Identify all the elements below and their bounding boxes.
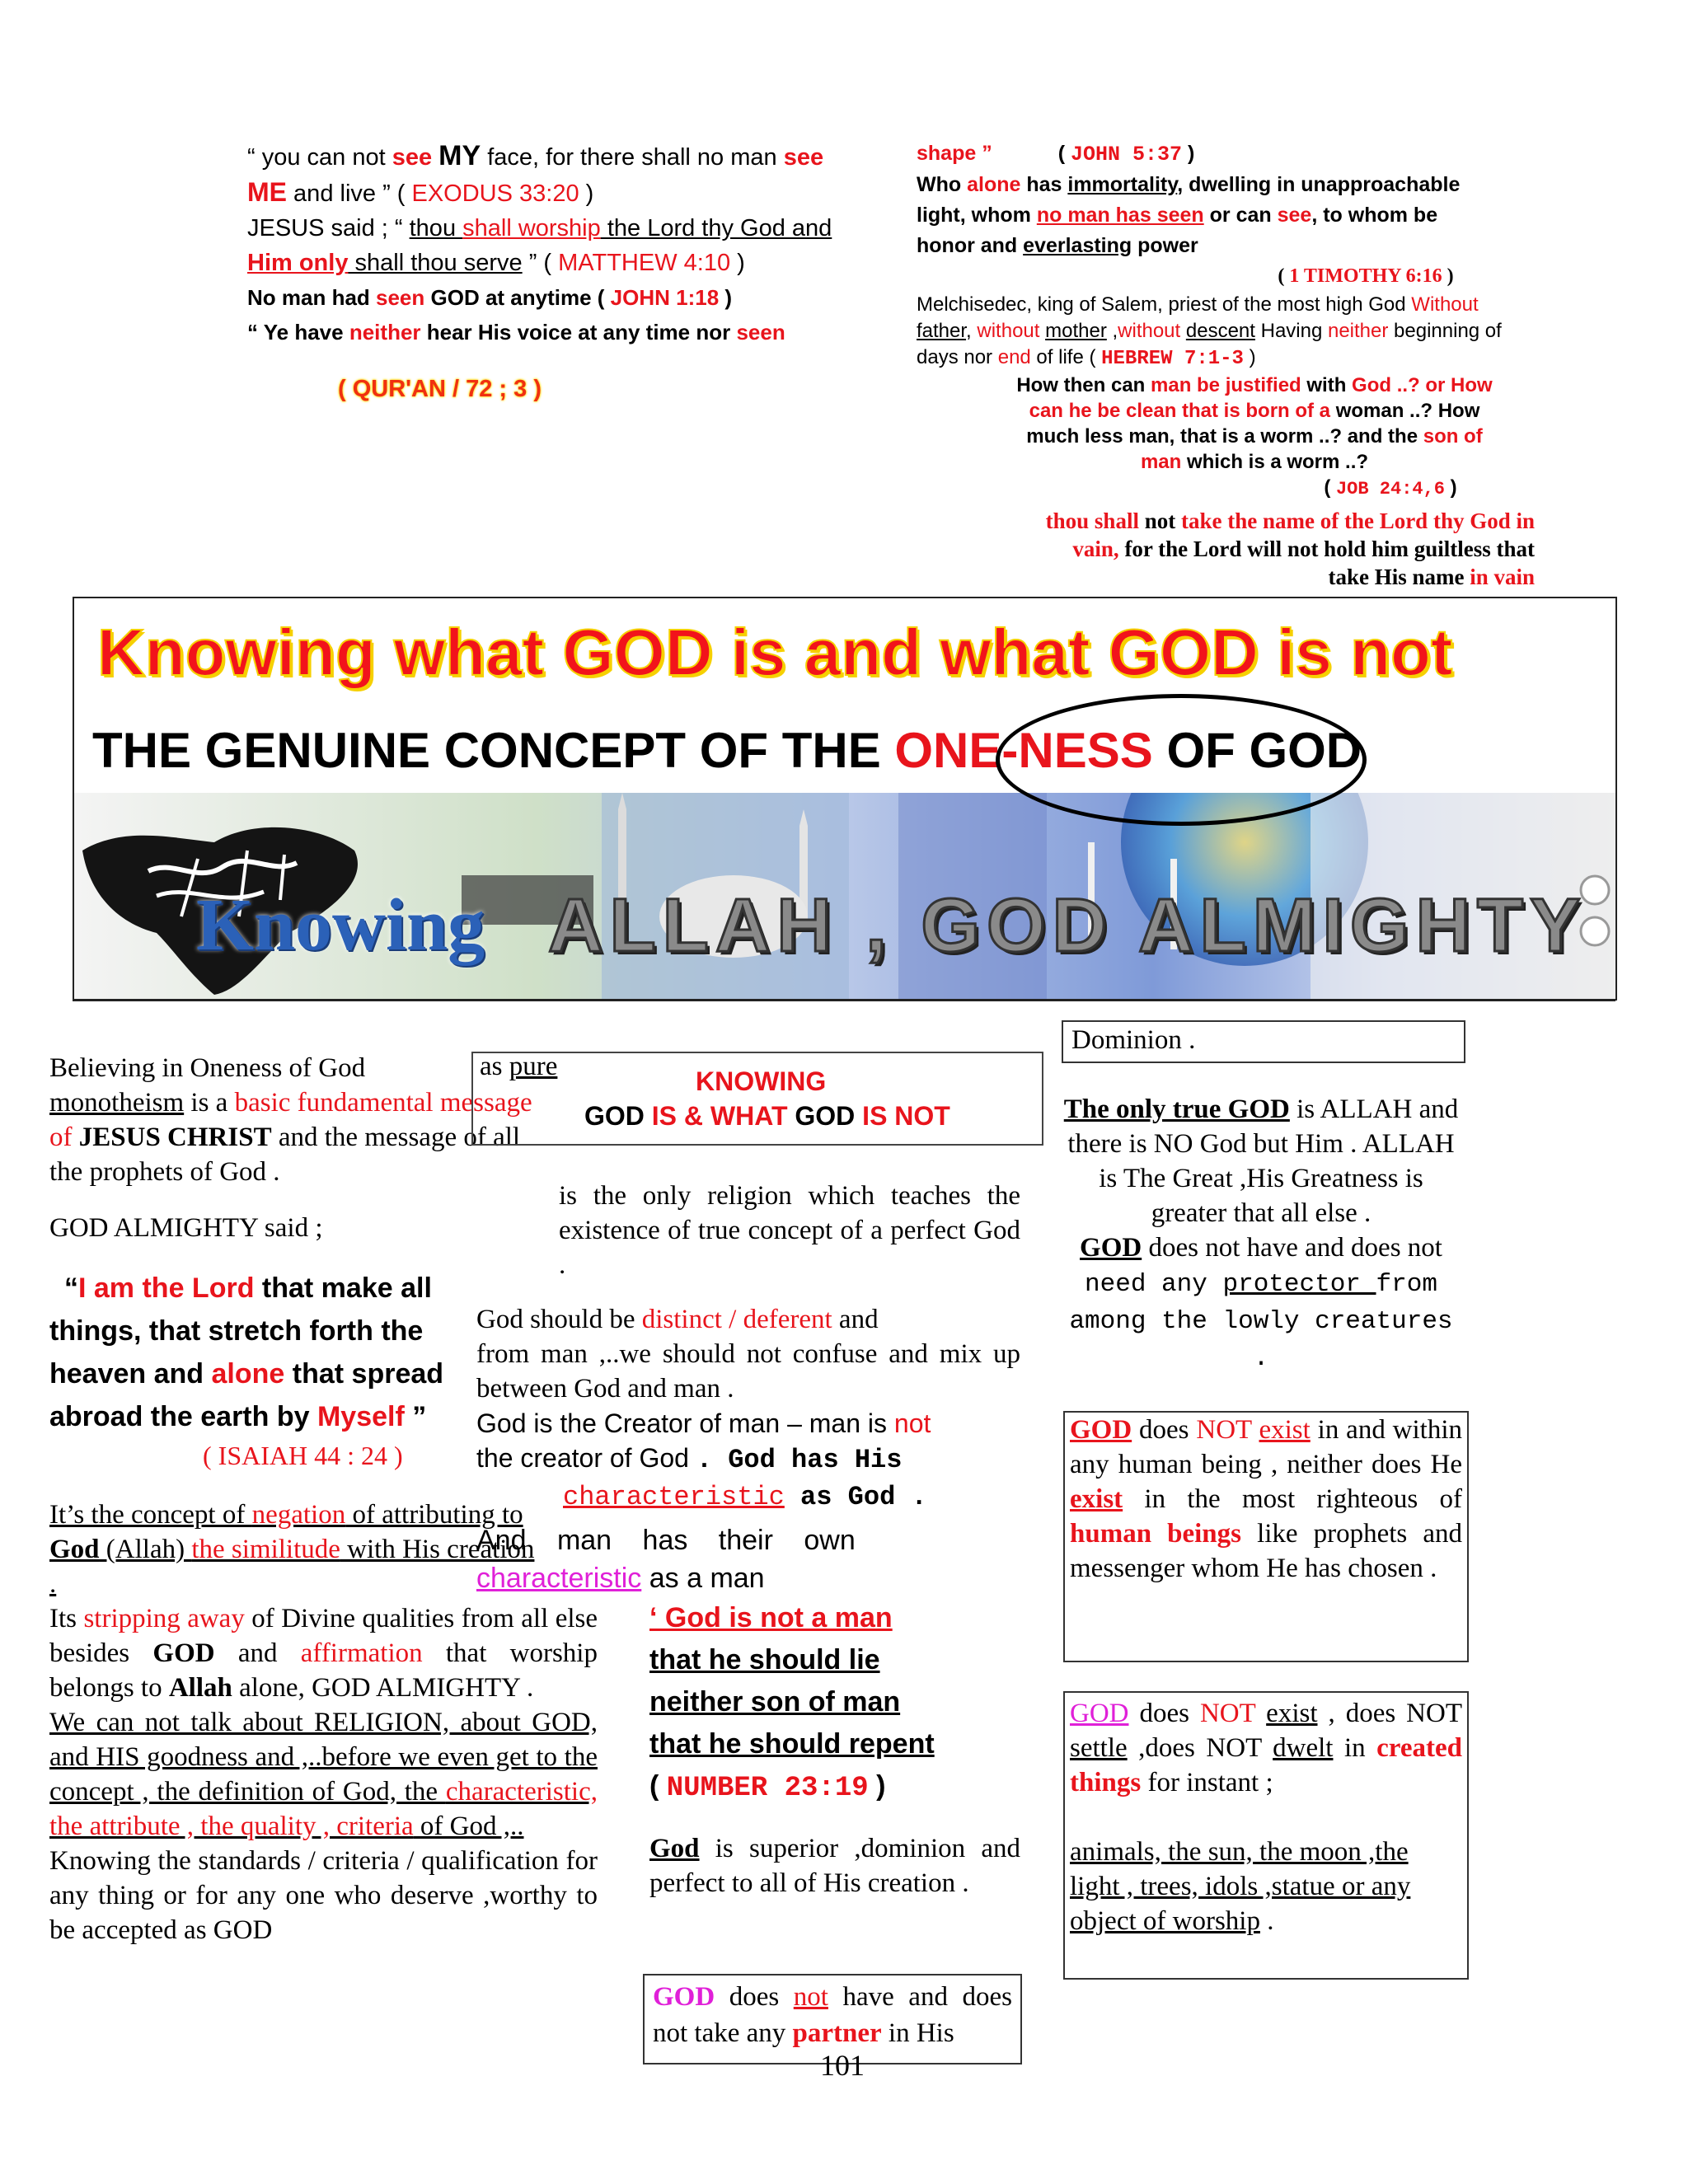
quran-reference: ( QUR'AN / 72 ; 3 ) [338,376,542,402]
paragraph-stripping: Its stripping away of Divine qualities from all else besides GOD and affirmation that worship belongs to Allah alone, GOD ALMIGHTY . [49,1604,598,1703]
banner-knowing-text: Knowing [196,884,485,966]
not-exist-box: GOD does NOT exist in and within any human being , neither does He exist in the most righteous of human beings like prophets and messenger whom He has chosen . [1063,1411,1469,1662]
paragraph-standards: Knowing the standards / criteria / qualification for any thing or for any one who deserve ,worthy to be accepted as GOD [49,1846,598,1945]
banner-title: Knowing what GOD is and what GOD is not [97,616,1453,689]
quote-isaiah: “I am the Lord that make all things, that stretch forth the heaven and alone that spread abroad the earth by Myself ” [49,1272,444,1432]
paragraph-man: And man has their own characteristic as a man [476,1525,856,1594]
middle-column: is the only religion which teaches the existence of true concept of a perfect God . God should be distinct / deferent and from man ,..we should not confuse and mix up between God and man . God is the Creator of man – man is not the creator of God . God has His characteristic as God . And man has their own characteristic as a man ‘ God is not a man that he should lie neither son of man that he should repent ( NUMBER 23:19 ) God is superior ,dominion and perfect to all of His creation . [476,1179,1020,1900]
quote-job: How then can man be justified with God ..? or How can he be clean that is born of a woman ..? How much less man, that is a worm ..? and the son of man which is a worm ..? ( JOB 24:4,6 ) [1016,374,1493,499]
right-column [1063,1092,1459,1376]
quote-matthew-4: JESUS said ; “ thou shall worship the Lord thy God and [247,215,832,241]
paragraph-creator: God is the Creator of man – man is not the creator of God . God has His characteristic as God . [476,1408,931,1512]
page-number: 101 [820,2049,865,2082]
not-settle-box: GOD does NOT exist , does NOT settle ,does NOT dwelt in created things for instant ; animals, the sun, the moon ,the light , trees, idols ,statue or any object of worship . [1063,1691,1469,1980]
paragraph-religion: We can not talk about RELIGION, about GOD, and HIS goodness and ,..before we even get to the concept , the definition of God, the characteristic, the attribute , the quality , criteria of God ,.. [49,1708,598,1841]
quote-timothy: Who alone has immortality, dwelling in unapproachable [917,173,1461,196]
partner-box: GOD does not have and does not take any partner in His [643,1974,1022,2064]
quote-john-1: No man had seen GOD at anytime ( JOHN 1:18 ) [247,285,733,310]
banner-subtitle: THE GENUINE CONCEPT OF THE ONE-NESS OF GOD [92,723,1362,778]
paragraph-distinct: God should be distinct / deferent and from man ,..we should not confuse and mix up between God and man . [476,1305,1020,1404]
paragraph-negation: It’s the concept of negation of attributing to God (Allah) the similitude with His creation . [49,1500,535,1599]
paragraph-true-god: The only true GOD is ALLAH and there is NO God but Him . ALLAH is The Great ,His Greatness is greater that all else . [1063,1094,1459,1228]
left-column: Believing in Oneness of God monotheism is a basic fundamental message of JESUS CHRIST and the message of all the prophets of God . GOD ALMIGHTY said ; “I am the Lord that make all things, that stretch forth the heaven and alone that spread abroad the earth by Myself ” ( ISAIAH 44 : 24 ) It’s the concept of negation of attributing to God (Allah) the similitude with His creation . Its stripping away of Divine qualities from all else besides GOD and affirmation that worship belongs to Allah alone, GOD ALMIGHTY . We can not talk about RELIGION, about GOD, and HIS goodness and ,..before we even get to the concept , the definition of God, the characteristic, the attribute , the quality , criteria of God ,.. Knowing the standards / criteria / qualification for any thing or for any one who deserve ,worthy to be accepted as GOD [49,1051,598,1947]
quote-exodus-20: thou shall not take the name of the Lord thy God in vain, for the Lord will not hold him guiltless that take His name in vain [1045,509,1535,589]
divider-line [73,1000,1615,1001]
quote-exodus-33: “ you can not see MY face, for there shall no man see [247,140,824,171]
dominion-box: Dominion . [1062,1020,1465,1063]
title-banner [73,597,1617,1001]
quote-numbers: ‘ God is not a man that he should lie neither son of man that he should repent ( NUMBER 23:19 ) [649,1602,935,1804]
paragraph-protector: GOD does not have and does not need any protector from among the lowly creatures . [1069,1233,1453,1373]
paragraph-superior: God is superior ,dominion and perfect to all of His creation . [649,1834,1020,1898]
top-left-quotes: “ you can not see MY face, for there shall no man see ME and live ” ( EXODUS 33:20 ) JESUS said ; “ thou shall worship the Lord thy God and Him only shall thou serve ” ( MATTHEW 4:10 ) No man had seen GOD at anytime ( JOHN 1:18 ) “ Ye have neither hear His voice at any time nor seen [247,138,931,349]
banner-allah-text: ALLAH , GOD ALMIGHTY [548,883,1587,968]
oneness-circle [996,694,1367,826]
paragraph-oneness: Believing in Oneness of God monotheism is a basic fundamental message of JESUS CHRIST and the message of all the prophets of God . [49,1053,532,1187]
knowing-box: as pure KNOWING GOD IS & WHAT GOD IS NOT [471,1052,1043,1146]
top-right-quotes: shape ” ( JOHN 5:37 ) Who alone has immortality, dwelling in unapproachable light, whom no man has seen or can see, to whom be honor and everlasting power ( 1 TIMOTHY 6:16 ) Melchisedec, king of Salem, priest of the most high God Without father, without mother ,without descent Having neither beginning of days nor end of life ( HEBREW 7:1-3 ) How then can man be justified with God ..? or How can he be clean that is born of a woman ..? How much less man, that is a worm ..? and the son of man which is a worm ..? ( JOB 24:4,6 ) thou shall not take the name of the Lord thy God in vain, for the Lord will not hold him guiltless that take His name in vain [917,138,1625,619]
quote-hebrew: Melchisedec, king of Salem, priest of the most high God Without father, without mother ,without descent Having neither beginning of days nor end of life ( HEBREW 7:1-3 ) [917,293,1502,370]
